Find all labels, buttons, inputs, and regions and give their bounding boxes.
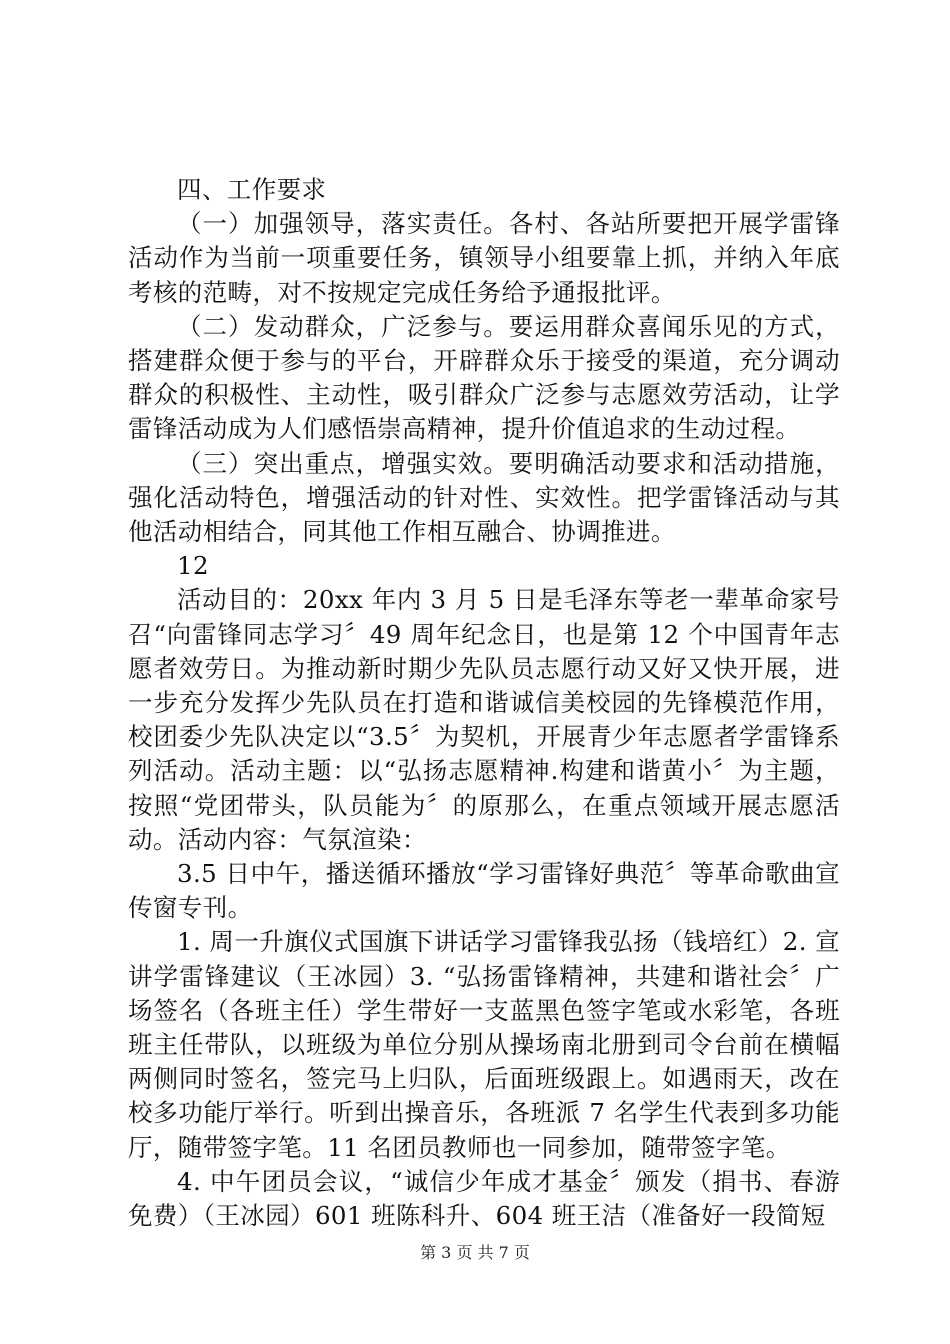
section-number: 12 xyxy=(177,551,209,581)
paragraph: 1. 周一升旗仪式国旗下讲话学习雷锋我弘扬（钱培红）2. 宣讲学雷锋建议（王冰园）3. “弘扬雷锋精神，共建和谐社会〞广场签名（各班主任）学生带好一支蓝黑色签字笔或水彩笔，各班班主任带队，以班级为单位分别从操场南北册到司令台前在横幅两侧同时签名，签完马上归队，后面班级跟上。如遇雨天，改在校多功能厅举行。听到出操音乐，各班派 7 名学生代表到多功能厅，随带签字笔。11 名团员教师也一同参加，随带签字笔。 xyxy=(128,927,840,1162)
paragraph: （三）突出重点，增强实效。要明确活动要求和活动措施，强化活动特色，增强活动的针对性、实效性。把学雷锋活动与其他活动相结合，同其他工作相互融合、协调推进。 xyxy=(128,448,840,547)
paragraph: 3.5 日中午，播送循环播放“学习雷锋好典范〞等革命歌曲宣传窗专刊。 xyxy=(128,859,840,923)
paragraph: （一）加强领导，落实责任。各村、各站所要把开展学雷锋活动作为当前一项重要任务，镇领导小组要靠上抓，并纳入年底考核的范畴，对不按规定完成任务给予通报批评。 xyxy=(128,209,840,307)
paragraph: （二）发动群众，广泛参与。要运用群众喜闻乐见的方式，搭建群众便于参与的平台，开辟群众乐于接受的渠道，充分调动群众的积极性、主动性，吸引群众广泛参与志愿效劳活动，让学雷锋活动成为人们感悟崇高精神，提升价值追求的生动过程。 xyxy=(128,311,840,444)
paragraph: 活动目的：20xx 年内 3 月 5 日是毛泽东等老一辈革命家号召“向雷锋同志学习〞49 周年纪念日，也是第 12 个中国青年志愿者效劳日。为推动新时期少先队员志愿行动又好又快开展，进一步充分发挥少先队员在打造和谐诚信美校园的先锋模范作用，校团委少先队决定以“3.5〞为契机，开展青少年志愿者学雷锋系列活动。活动主题：以“弘扬志愿精神.构建和谐黄小〞为主题，按照“党团带头，队员能为〞的原那么，在重点领域开展志愿活动。活动内容：气氛渲染： xyxy=(128,585,840,854)
section-heading: 四、工作要求 xyxy=(177,175,327,204)
page-footer: 第 3 页 共 7 页 xyxy=(420,1243,530,1262)
document-body xyxy=(128,173,840,1233)
paragraph: 4. 中午团员会议，“诚信少年成才基金〞颁发（捐书、春游免费）（王冰园）601 班陈科升、604 班王洁（准备好一段简短 xyxy=(128,1166,840,1231)
